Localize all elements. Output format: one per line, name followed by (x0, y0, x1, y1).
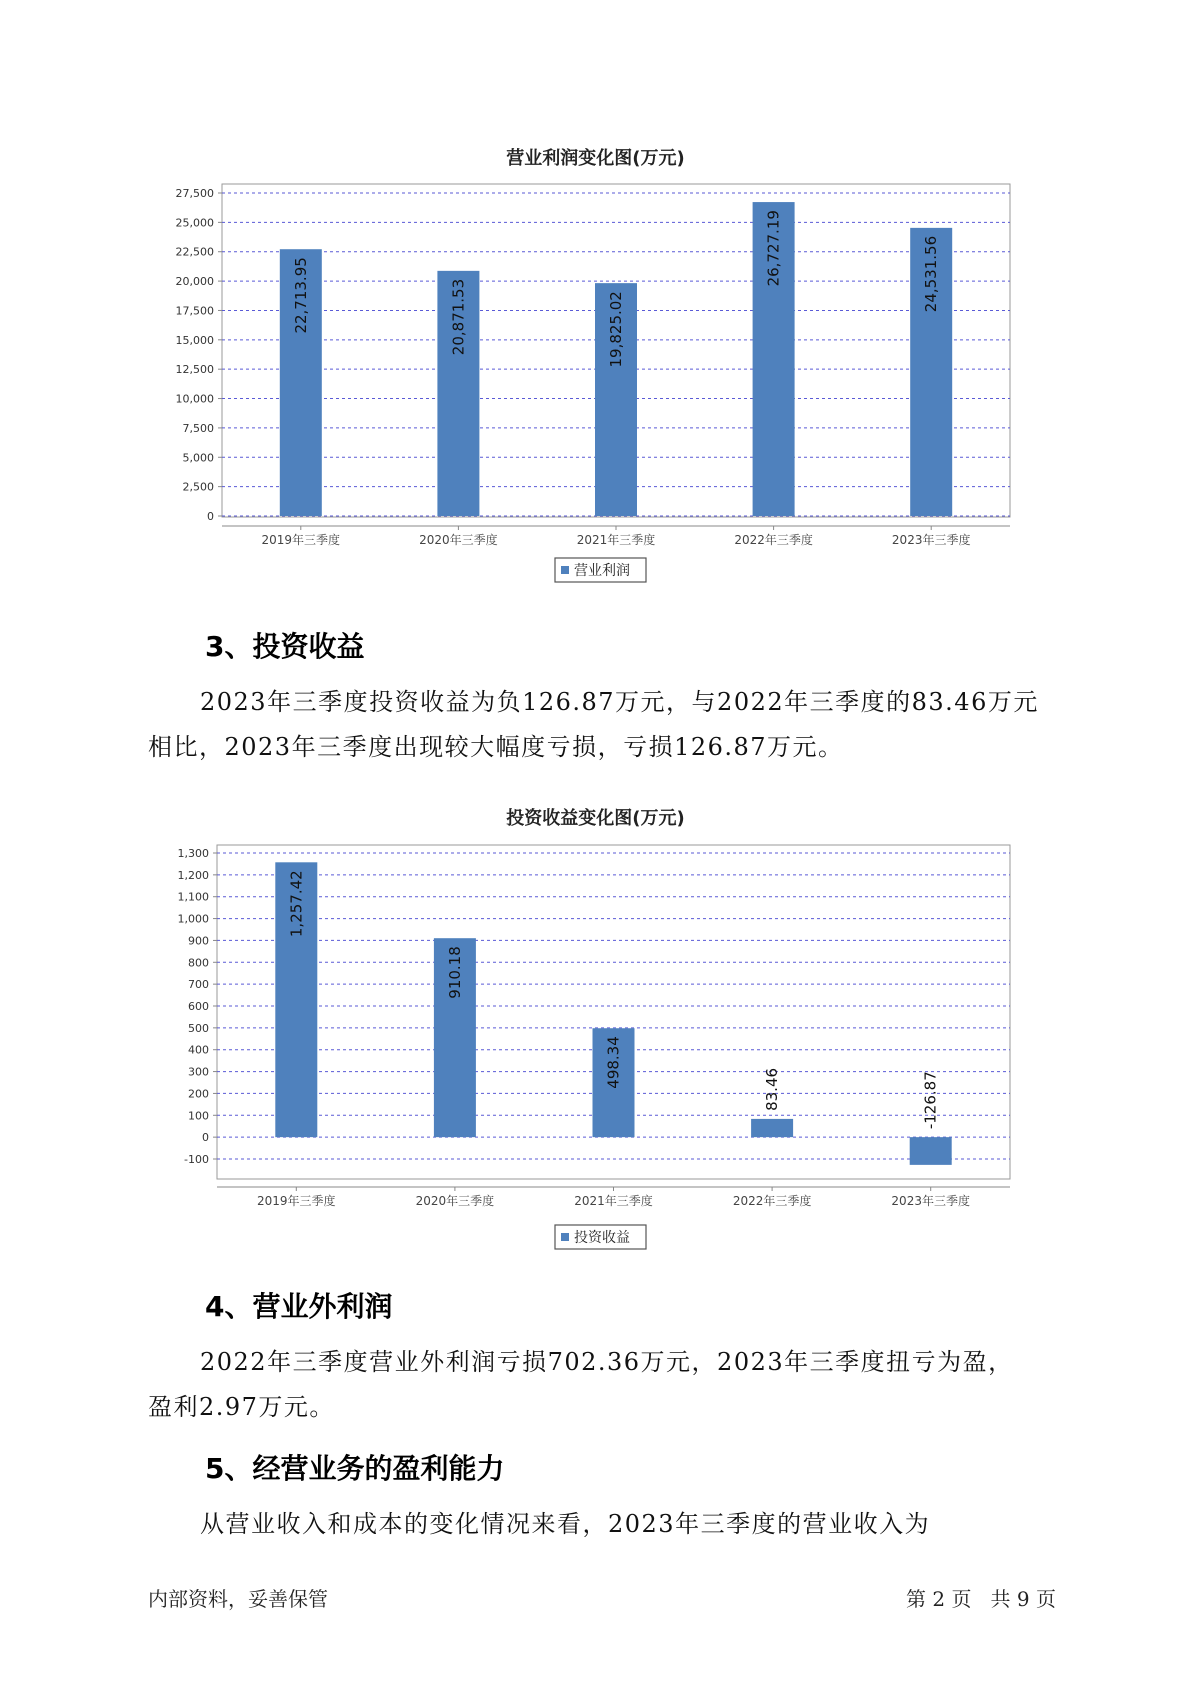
y-tick-label: 0 (202, 1131, 209, 1145)
paragraph-profitability-line1: 从营业收入和成本的变化情况来看，2023年三季度的营业收入为 (200, 1510, 931, 1538)
x-tick-label: 2023年三季度 (891, 533, 971, 547)
y-tick-label: 15,000 (175, 333, 214, 347)
y-tick-label: 1,300 (177, 847, 209, 860)
data-label: 910.18 (445, 946, 464, 999)
legend (555, 1225, 646, 1249)
section-heading-non-operating-profit: 4、营业外利润 (205, 1290, 393, 1323)
y-tick-label: 100 (188, 1109, 209, 1123)
y-tick-label: 7,500 (182, 421, 214, 435)
paragraph-non-operating-profit-line2: 盈利2.97万元。 (148, 1393, 335, 1421)
chart-svg (0, 140, 1191, 600)
investment-income-chart (0, 800, 1191, 1260)
y-tick-label: 200 (188, 1087, 209, 1101)
y-tick-label: 10,000 (175, 392, 214, 406)
data-label: -126.87 (921, 1071, 940, 1130)
y-tick-label: 600 (188, 1000, 209, 1013)
x-tick-label: 2019年三季度 (261, 533, 341, 547)
y-tick-label: 25,000 (175, 216, 214, 230)
data-label: 24,531.56 (922, 235, 941, 313)
x-tick-label: 2019年三季度 (257, 1194, 336, 1208)
y-tick-label: 400 (188, 1043, 209, 1057)
y-tick-label: 2,500 (182, 480, 214, 494)
legend-label: 投资收益 (574, 1230, 630, 1246)
y-tick-label: -100 (184, 1153, 209, 1166)
data-label: 83.46 (763, 1067, 782, 1111)
chart-title: 营业利润变化图(万元) (506, 148, 685, 169)
x-tick-label: 2021年三季度 (576, 533, 656, 547)
y-tick-label: 22,500 (175, 245, 214, 259)
bar (751, 1119, 793, 1137)
x-tick-label: 2022年三季度 (732, 1194, 812, 1208)
y-tick-label: 17,500 (175, 304, 214, 318)
legend-swatch (561, 1233, 569, 1241)
paragraph-non-operating-profit-line1: 2022年三季度营业外利润亏损702.36万元，2023年三季度扭亏为盈， (200, 1348, 1014, 1376)
section-heading-investment-income: 3、投资收益 (205, 630, 365, 663)
y-tick-label: 900 (188, 934, 209, 948)
legend (555, 558, 646, 582)
data-label: 22,713.95 (291, 257, 310, 334)
paragraph-investment-income-line2: 相比，2023年三季度出现较大幅度亏损，亏损126.87万元。 (148, 733, 844, 761)
y-tick-label: 500 (188, 1021, 209, 1035)
data-label: 26,727.19 (764, 210, 783, 287)
section-heading-profitability: 5、经营业务的盈利能力 (205, 1452, 505, 1485)
y-tick-label: 20,000 (175, 275, 214, 289)
operating-profit-chart (0, 140, 1191, 600)
data-label: 498.34 (604, 1036, 623, 1089)
y-tick-label: 27,500 (175, 187, 214, 200)
x-tick-label: 2021年三季度 (574, 1194, 653, 1208)
chart-svg (0, 800, 1191, 1260)
data-label: 19,825.02 (607, 291, 625, 368)
x-tick-label: 2020年三季度 (415, 1194, 495, 1208)
legend-label: 营业利润 (574, 563, 630, 579)
y-tick-label: 1,200 (177, 868, 209, 882)
bar (910, 1137, 952, 1165)
y-tick-label: 700 (188, 978, 209, 992)
legend-swatch (561, 566, 569, 574)
y-tick-label: 12,500 (175, 363, 214, 377)
y-tick-label: 1,100 (177, 890, 209, 904)
y-tick-label: 300 (188, 1065, 209, 1079)
chart-title: 投资收益变化图(万元) (506, 808, 685, 829)
y-tick-label: 1,000 (177, 912, 209, 926)
data-label: 1,257.42 (287, 870, 306, 938)
y-tick-label: 800 (188, 956, 209, 970)
y-tick-label: 5,000 (182, 451, 214, 465)
x-tick-label: 2020年三季度 (419, 533, 498, 547)
x-tick-label: 2023年三季度 (891, 1194, 970, 1208)
y-tick-label: 0 (207, 510, 214, 523)
data-label: 20,871.53 (449, 278, 468, 356)
footer-left: 内部资料，妥善保管 (148, 1587, 328, 1611)
footer-page-number: 第 2 页 共 9 页 (906, 1587, 1056, 1611)
x-tick-label: 2022年三季度 (734, 533, 813, 547)
paragraph-investment-income-line1: 2023年三季度投资收益为负126.87万元，与2022年三季度的83.46万元 (200, 688, 1039, 716)
